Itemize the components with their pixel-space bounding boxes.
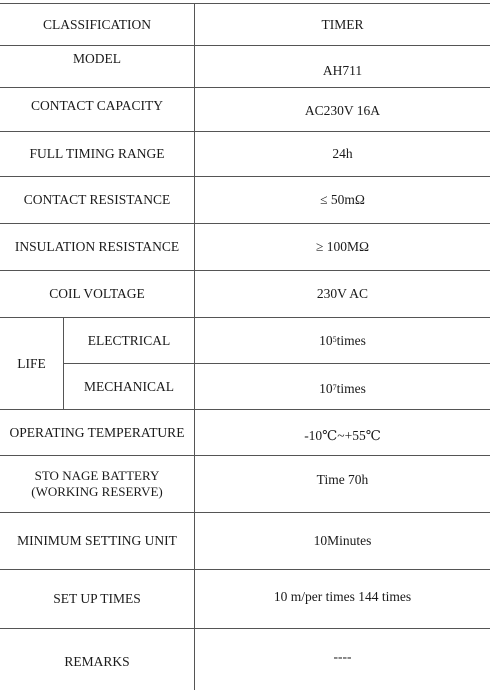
label-operating-temperature: OPERATING TEMPERATURE <box>9 424 185 440</box>
life-mechanical-unit: times <box>336 380 366 396</box>
value-remarks: ---- <box>333 649 352 664</box>
life-electrical-unit: times <box>336 332 366 348</box>
value-minimum-setting-unit: 10Minutes <box>313 533 372 548</box>
label-life-mechanical: MECHANICAL <box>84 378 174 394</box>
label-storage-battery: STO NAGE BATTERY (WORKING RESERVE) <box>31 468 163 499</box>
value-life-mechanical: 10 $^7$ times <box>319 380 366 396</box>
label-set-up-times: SET UP TIMES <box>53 591 141 606</box>
label-coil-voltage: COIL VOLTAGE <box>49 286 145 301</box>
label-classification: CLASSIFICATION <box>42 16 151 32</box>
life-mechanical-base: 10 <box>319 380 333 396</box>
value-storage-battery: Time 70h <box>316 472 369 487</box>
label-model: MODEL <box>73 51 121 66</box>
value-life-electrical: 10 $^5$ times <box>319 332 366 348</box>
label-insulation-resistance: INSULATION RESISTANCE <box>14 239 180 254</box>
value-full-timing-range: 24h <box>332 146 353 161</box>
label-full-timing-range: FULL TIMING RANGE <box>29 146 165 161</box>
value-insulation-resistance: ≥ 100MΩ <box>315 239 370 254</box>
label-contact-resistance: CONTACT RESISTANCE <box>23 192 171 207</box>
label-life: LIFE <box>17 355 46 371</box>
value-operating-temperature: -10℃~+55℃ <box>304 427 381 443</box>
value-classification: TIMER <box>321 16 364 32</box>
value-contact-resistance: ≤ 50mΩ <box>320 192 365 207</box>
row-divider <box>0 628 490 629</box>
value-model: AH711 <box>322 63 363 78</box>
value-contact-capacity: AC230V 16A <box>304 103 381 118</box>
life-electrical-base: 10 <box>319 332 333 348</box>
label-contact-capacity: CONTACT CAPACITY <box>30 98 164 113</box>
value-coil-voltage: 230V AC <box>316 286 369 301</box>
label-minimum-setting-unit: MINIMUM SETTING UNIT <box>17 533 177 548</box>
value-set-up-times: 10 m/per times 144 times <box>273 589 412 604</box>
label-life-electrical: ELECTRICAL <box>87 332 171 348</box>
label-remarks: REMARKS <box>64 654 130 669</box>
